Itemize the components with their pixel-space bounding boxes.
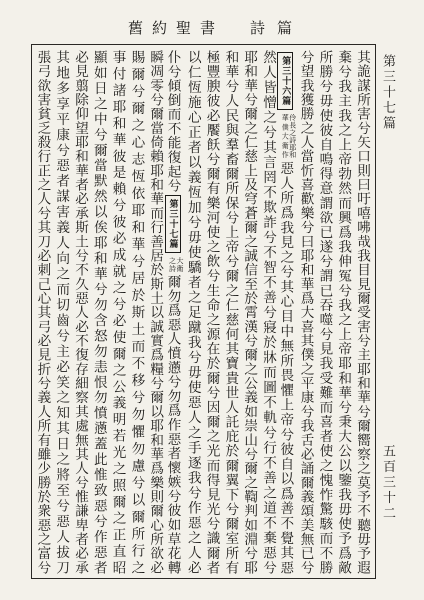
- column-text-before-heading: 仆兮傾倒而不能復起兮: [164, 50, 181, 193]
- text-column: 耶和華兮爾之仁慈上及穹蒼爾之誠信至於霄漢兮爾之公義如崇山兮爾之鞫判如淵兮耶: [241, 50, 258, 574]
- text-column: 事付諸耶和華彼是賴兮彼必成就之兮必使爾之公義明若光之照爾之正直昭: [109, 50, 126, 574]
- text-column: 顯如日之中兮爾當默然以俟耶和華兮勿含怒勿恚恨勿憤懣蓋此惟致惡兮作惡者: [90, 50, 107, 574]
- psalm-title-box: 第三十六篇: [277, 52, 293, 110]
- psalm-title-box: 第三十七篇: [165, 195, 181, 253]
- column-text: 爾勿爲惡人憤懣兮勿爲作惡者懷嫉兮彼如草花轉: [164, 273, 181, 574]
- margin-chapter-label: 第三十七篇: [380, 54, 395, 132]
- text-column: 極豐腴彼必饜飫兮爾有樂河使之飲兮生命之源在於爾兮因爾之光而得見光兮識爾者: [203, 50, 220, 574]
- running-head-book-title: 舊約聖書: [128, 19, 225, 37]
- text-column: 棄兮我主我之上帝勃然而興爲我伸冤兮我之上帝耶和華兮秉大公以鑒我毋使予爲敵: [335, 50, 352, 574]
- text-column: 以仁恆施心正者以義恆加兮毋使驕者之足蹴我兮毋使惡人之手逐我兮作惡之人必: [184, 50, 201, 574]
- text-column: 瞬凋零兮爾當倚賴耶和華而行善居於斯土以誠實爲糧兮爾以耶和華爲樂則爾心所欲必: [147, 50, 164, 574]
- text-column-with-psalm-heading: [278, 50, 296, 574]
- margin-page-number: 五百三十二: [380, 444, 395, 522]
- text-column: 所勝兮毋使彼自鳴得意謂欲已遂兮謂已吞噬兮見我受難而喜者使之愧怍驚駭而不勝: [316, 50, 333, 574]
- text-column: 必見翦除仰望耶和華者必承斯土兮不久惡人必不復存細察其處無其人兮惟謙卑者必承: [72, 50, 88, 574]
- text-column: 其地多享平康兮惡者謀害義人向之而切齒兮主必笑之知其日之將至兮惡人拔刀: [53, 50, 70, 574]
- psalm-superscription-note: 伶長之詩耶和華僕大衛作: [281, 114, 297, 158]
- text-column: 兮望我獲勝之人當忻喜歡樂兮曰耶和華爲大喜其僕之平康兮我舌必誦爾義頌美無已兮: [297, 50, 314, 574]
- text-column: 賜爾兮爾之心志恆依耶和華兮居於斯土而不移兮勿懼勿慮兮以爾所行之: [128, 50, 145, 574]
- text-column-with-psalm-heading: [165, 50, 183, 574]
- text-column: 張弓欲害貧乏殺行正之人兮其刀必刺己心其弓必見折兮義人所有雖少勝於衆惡之富兮: [34, 50, 51, 574]
- psalm-superscription-note: 大衛之詩: [168, 256, 184, 272]
- text-column: 然人皆憎之兮其言罔不欺詐兮不智不善兮寢於牀而圖不軌兮行不善之道不棄惡兮: [260, 50, 276, 574]
- text-column: 其詭謀所害兮矢口則曰吁嘻咈哉我目見爾受害兮主耶和華兮爾嚮察之莫予不聽毋予遐: [354, 50, 370, 574]
- text-column: 和華兮人民與羣畜爾所保兮上帝兮爾之仁慈何其寶貴世人託庇於爾翼下兮爾室所有: [222, 50, 239, 574]
- running-head-section-title: 詩篇: [250, 19, 305, 37]
- column-text: 惡人所爲我見之兮其心目中無所畏懼上帝兮彼自以爲善不覺其惡: [277, 160, 294, 574]
